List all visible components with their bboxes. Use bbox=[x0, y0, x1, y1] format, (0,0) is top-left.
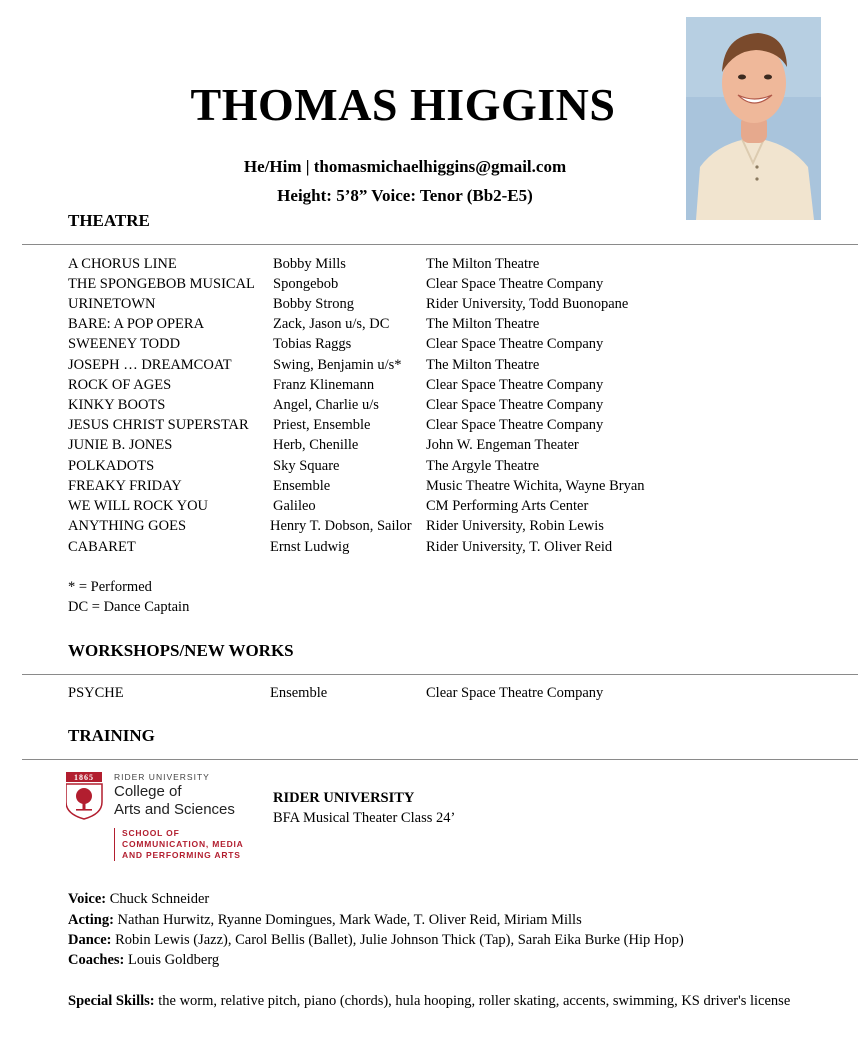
training-heading: TRAINING bbox=[68, 726, 155, 745]
headshot-photo bbox=[686, 17, 821, 220]
theatre-row bbox=[0, 256, 866, 276]
venue: Clear Space Theatre Company bbox=[426, 417, 604, 433]
role: Tobias Raggs bbox=[273, 336, 352, 352]
venue: CM Performing Arts Center bbox=[426, 498, 589, 514]
note-performed: * = Performed bbox=[68, 579, 152, 595]
voice-teacher-line bbox=[68, 891, 209, 908]
theatre-row bbox=[0, 296, 866, 316]
show-title: ROCK OF AGES bbox=[68, 377, 172, 393]
role: Ernst Ludwig bbox=[270, 539, 350, 555]
headshot-illustration bbox=[686, 17, 821, 220]
theatre-row bbox=[0, 377, 866, 397]
show-title: ANYTHING GOES bbox=[68, 518, 187, 534]
dance-teachers: Robin Lewis (Jazz), Carol Bellis (Ballet), Julie Johnson Thick (Tap), Sarah Eika Burke (Hip Hop) bbox=[115, 932, 684, 948]
role: Priest, Ensemble bbox=[273, 417, 371, 433]
note-dance-captain: DC = Dance Captain bbox=[68, 599, 190, 615]
dance-label: Dance: bbox=[68, 932, 112, 948]
show-title: FREAKY FRIDAY bbox=[68, 478, 182, 494]
role: Ensemble bbox=[270, 685, 328, 701]
logo-university: RIDER UNIVERSITY bbox=[114, 772, 210, 782]
venue: The Milton Theatre bbox=[426, 256, 540, 272]
show-title: CABARET bbox=[68, 539, 136, 555]
role: Henry T. Dobson, Sailor bbox=[270, 518, 412, 534]
venue: The Milton Theatre bbox=[426, 357, 540, 373]
dance-teachers-line bbox=[68, 932, 684, 949]
workshops-heading: WORKSHOPS/NEW WORKS bbox=[68, 641, 294, 660]
show-title: THE SPONGEBOB MUSICAL bbox=[68, 276, 255, 292]
acting-teachers: Nathan Hurwitz, Ryanne Domingues, Mark Wade, T. Oliver Reid, Miriam Mills bbox=[117, 912, 582, 928]
role: Bobby Strong bbox=[273, 296, 354, 312]
venue: Clear Space Theatre Company bbox=[426, 685, 604, 701]
role: Angel, Charlie u/s bbox=[273, 397, 379, 413]
rider-university-logo bbox=[66, 770, 261, 866]
theatre-row bbox=[0, 437, 866, 457]
section-divider bbox=[22, 674, 858, 675]
venue: Rider University, T. Oliver Reid bbox=[426, 539, 613, 555]
venue: Rider University, Todd Buonopane bbox=[426, 296, 629, 312]
venue: John W. Engeman Theater bbox=[426, 437, 579, 453]
school-name: RIDER UNIVERSITY bbox=[273, 790, 415, 806]
show-title: SWEENEY TODD bbox=[68, 336, 181, 352]
show-title: PSYCHE bbox=[68, 685, 124, 701]
resume-name: THOMAS HIGGINS bbox=[190, 79, 616, 130]
venue: Rider University, Robin Lewis bbox=[426, 518, 604, 534]
logo-school-line2: COMMUNICATION, MEDIA bbox=[122, 839, 244, 849]
venue: Clear Space Theatre Company bbox=[426, 336, 604, 352]
coaches-label: Coaches: bbox=[68, 952, 125, 968]
venue: Clear Space Theatre Company bbox=[426, 276, 604, 292]
stats-line: Height: 5’8” Voice: Tenor (Bb2-E5) bbox=[277, 186, 533, 205]
workshop-row bbox=[0, 685, 866, 705]
role: Ensemble bbox=[273, 478, 331, 494]
role: Sky Square bbox=[273, 458, 340, 474]
show-title: JUNIE B. JONES bbox=[68, 437, 173, 453]
logo-school-line1: SCHOOL OF bbox=[122, 828, 180, 838]
role: Zack, Jason u/s, DC bbox=[273, 316, 390, 332]
logo-school-line3: AND PERFORMING ARTS bbox=[122, 850, 241, 860]
special-skills-line bbox=[68, 993, 790, 1010]
logo-school bbox=[114, 828, 244, 861]
venue: Music Theatre Wichita, Wayne Bryan bbox=[426, 478, 645, 494]
shield-icon bbox=[66, 772, 106, 820]
voice-teacher: Chuck Schneider bbox=[109, 891, 210, 907]
special-skills: the worm, relative pitch, piano (chords), hula hooping, roller skating, accents, swimming, KS driver's license bbox=[158, 993, 791, 1009]
role: Galileo bbox=[273, 498, 316, 514]
theatre-heading: THEATRE bbox=[68, 211, 150, 230]
show-title: POLKADOTS bbox=[68, 458, 155, 474]
show-title: URINETOWN bbox=[68, 296, 156, 312]
theatre-row bbox=[0, 397, 866, 417]
skills-label: Special Skills: bbox=[68, 993, 155, 1009]
theatre-row bbox=[0, 336, 866, 356]
coaches: Louis Goldberg bbox=[128, 952, 220, 968]
show-title: JESUS CHRIST SUPERSTAR bbox=[68, 417, 249, 433]
role: Franz Klinemann bbox=[273, 377, 375, 393]
logo-college bbox=[114, 783, 235, 819]
show-title: WE WILL ROCK YOU bbox=[68, 498, 209, 514]
theatre-row bbox=[0, 357, 866, 377]
venue: Clear Space Theatre Company bbox=[426, 397, 604, 413]
show-title: JOSEPH … DREAMCOAT bbox=[68, 357, 232, 373]
role: Bobby Mills bbox=[273, 256, 346, 272]
theatre-row bbox=[0, 498, 866, 518]
contact-line: He/Him | thomasmichaelhiggins@gmail.com bbox=[243, 157, 567, 176]
voice-label: Voice: bbox=[68, 891, 107, 907]
venue: The Argyle Theatre bbox=[426, 458, 540, 474]
theatre-row bbox=[0, 539, 866, 559]
role: Spongebob bbox=[273, 276, 339, 292]
role: Swing, Benjamin u/s* bbox=[273, 357, 402, 373]
theatre-row bbox=[0, 478, 866, 498]
theatre-row bbox=[0, 518, 866, 538]
theatre-row bbox=[0, 316, 866, 336]
venue: The Milton Theatre bbox=[426, 316, 540, 332]
degree: BFA Musical Theater Class 24’ bbox=[273, 810, 456, 826]
theatre-row bbox=[0, 276, 866, 296]
theatre-row bbox=[0, 417, 866, 437]
section-divider bbox=[22, 759, 858, 760]
role: Herb, Chenille bbox=[273, 437, 359, 453]
logo-college-line2: Arts and Sciences bbox=[114, 801, 235, 818]
show-title: BARE: A POP OPERA bbox=[68, 316, 205, 332]
coaches-line bbox=[68, 952, 219, 969]
section-divider bbox=[22, 244, 858, 245]
acting-label: Acting: bbox=[68, 912, 114, 928]
logo-year: 1865 bbox=[74, 773, 94, 782]
venue: Clear Space Theatre Company bbox=[426, 377, 604, 393]
logo-college-line1: College of bbox=[114, 783, 182, 800]
acting-teachers-line bbox=[68, 912, 582, 929]
theatre-row bbox=[0, 458, 866, 478]
show-title: KINKY BOOTS bbox=[68, 397, 166, 413]
show-title: A CHORUS LINE bbox=[68, 256, 177, 272]
